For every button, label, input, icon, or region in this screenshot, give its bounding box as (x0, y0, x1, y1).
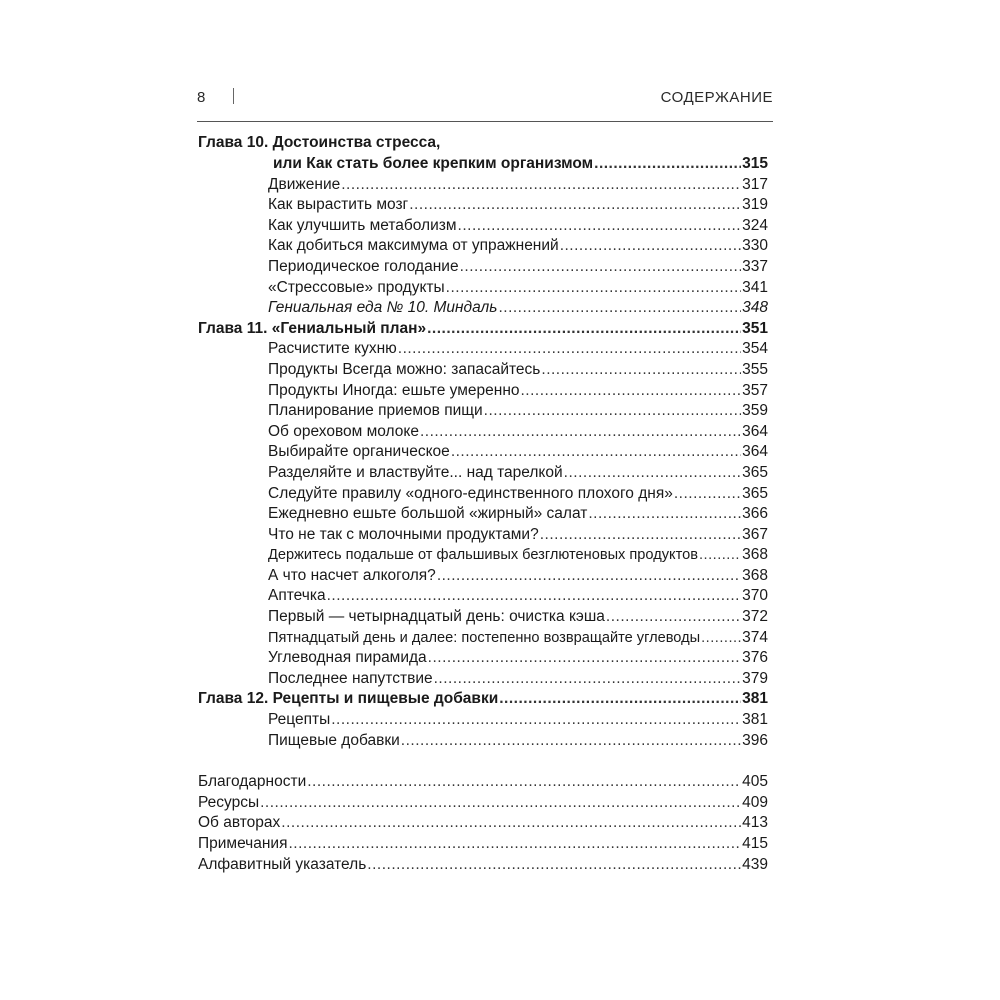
toc-entry[interactable]: Аптечка ..... 370 (198, 586, 768, 607)
leader-dots (427, 319, 741, 340)
toc-entry[interactable]: Разделяйте и властвуйте... над тарелкой ..... 365 (198, 463, 768, 484)
toc-entry[interactable]: Рецепты ..... 381 (198, 710, 768, 731)
back-matter (198, 772, 768, 875)
chapter-12-sections (198, 710, 768, 751)
toc-entry[interactable]: Ежедневно ешьте большой «жирный» салат ..... 366 (198, 504, 768, 525)
section-gap (198, 751, 768, 772)
chapter-12-entry[interactable] (198, 689, 768, 710)
chapter-10-title-line2: или Как стать более крепким организмом (273, 155, 594, 172)
toc-entry[interactable]: Продукты Всегда можно: запасайтесь ..... 355 (198, 360, 768, 381)
toc-entry[interactable]: «Стрессовые» продукты ..... 341 (198, 278, 768, 299)
leader-dots (594, 154, 741, 175)
toc-entry-index[interactable]: Алфавитный указатель ..... 439 (198, 855, 768, 876)
chapter-10-page: 315 (742, 155, 768, 172)
toc-entry[interactable]: Движение ..... 317 (198, 175, 768, 196)
toc-entry[interactable]: Расчистите кухню ..... 354 (198, 339, 768, 360)
chapter-10-sections (198, 175, 768, 319)
running-title: СОДЕРЖАНИЕ (660, 89, 773, 106)
toc-entry-acknowledgements[interactable]: Благодарности ..... 405 (198, 772, 768, 793)
page-number: 8 (197, 89, 206, 106)
chapter-11-sections (198, 339, 768, 689)
chapter-10-title-line1: Глава 10. Достоинства стресса, (198, 134, 441, 151)
chapter-11-entry[interactable] (198, 319, 768, 340)
toc-entry-resources[interactable]: Ресурсы ..... 409 (198, 793, 768, 814)
toc-entry-about-authors[interactable]: Об авторах ..... 413 (198, 813, 768, 834)
toc-entry[interactable]: Как добиться максимума от упражнений ..... 330 (198, 236, 768, 257)
toc-entry[interactable]: Пятнадцатый день и далее: постепенно возвращайте углеводы ..... 374 (198, 628, 768, 649)
chapter-10-entry[interactable] (198, 154, 768, 175)
toc-entry[interactable]: Об ореховом молоке ..... 364 (198, 422, 768, 443)
chapter-12-title: Глава 12. Рецепты и пищевые добавки (198, 690, 499, 708)
toc-entry[interactable]: Продукты Иногда: ешьте умеренно ..... 357 (198, 381, 768, 402)
toc-entry[interactable]: Что не так с молочными продуктами? ..... 367 (198, 525, 768, 546)
header-separator (233, 88, 234, 104)
chapter-12-page: 381 (742, 690, 768, 708)
toc-entry[interactable]: Как улучшить метаболизм ..... 324 (198, 216, 768, 237)
page-header (197, 89, 773, 111)
leader-dots (499, 689, 741, 710)
table-of-contents (198, 133, 768, 875)
toc-entry[interactable]: Первый — четырнадцатый день: очистка кэша ..... 372 (198, 607, 768, 628)
header-rule (197, 121, 773, 122)
toc-entry[interactable]: Выбирайте органическое ..... 364 (198, 442, 768, 463)
toc-entry-genius-food[interactable]: Гениальная еда № 10. Миндаль ..... 348 (198, 298, 768, 319)
toc-entry[interactable]: Следуйте правилу «одного-единственного плохого дня» ..... 365 (198, 484, 768, 505)
chapter-11-title: Глава 11. «Гениальный план» (198, 319, 427, 337)
chapter-11-page: 351 (742, 319, 768, 337)
toc-entry[interactable]: Углеводная пирамида ..... 376 (198, 648, 768, 669)
toc-entry[interactable]: Пищевые добавки ..... 396 (198, 731, 768, 752)
toc-entry[interactable]: Последнее напутствие ..... 379 (198, 669, 768, 690)
toc-entry[interactable]: Как вырастить мозг ..... 319 (198, 195, 768, 216)
toc-entry[interactable]: Планирование приемов пищи ..... 359 (198, 401, 768, 422)
toc-entry-notes[interactable]: Примечания ..... 415 (198, 834, 768, 855)
toc-entry[interactable]: Держитесь подальше от фальшивых безглютеновых продуктов ..... 368 (198, 545, 768, 566)
toc-entry[interactable]: Периодическое голодание ..... 337 (198, 257, 768, 278)
toc-entry[interactable]: А что насчет алкоголя? ..... 368 (198, 566, 768, 587)
